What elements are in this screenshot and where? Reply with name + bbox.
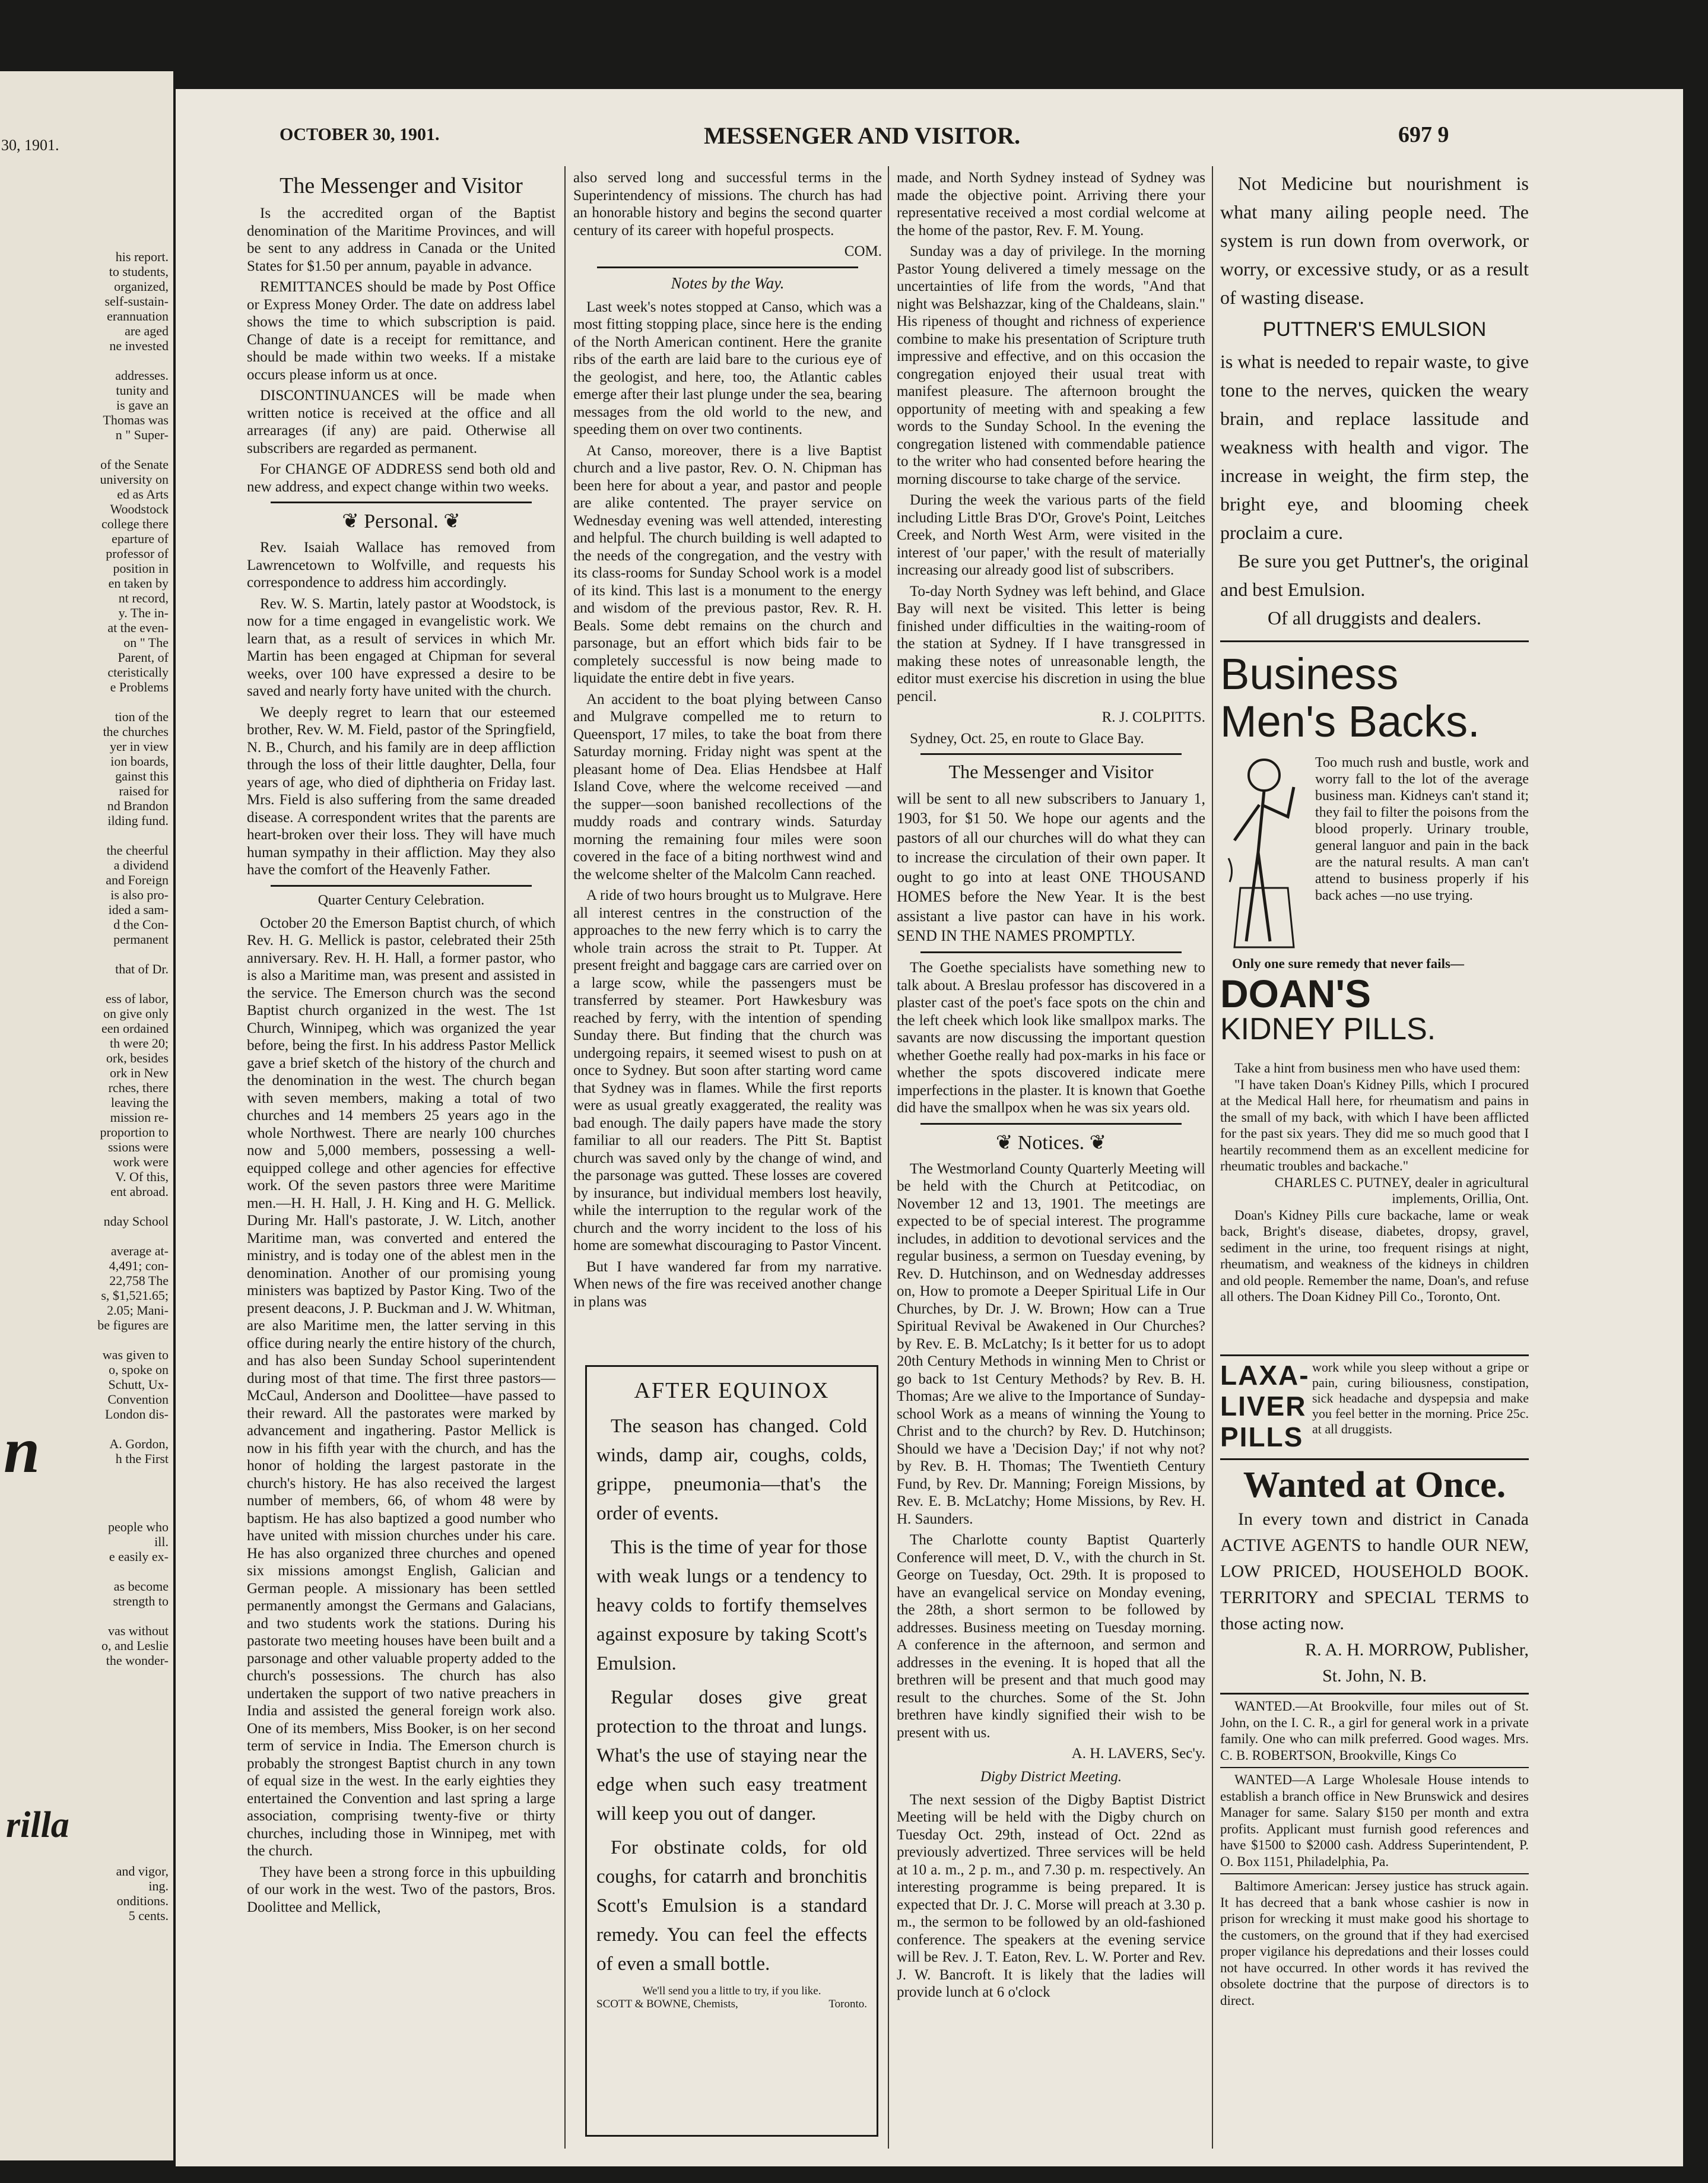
- puttners-ad: [1220, 169, 1529, 632]
- notices-para: The Westmorland County Quarterly Meeting will be held with the Church at Petitcodiac, on November 12 and 13, 1901. The meetings are expected to be of special interest. The programme includes, in addition to devotional services and the regular business, a sermon on Tuesday evening, by Rev. D. Hutchinson, and on Wednesday addresses on, How to promote a Deeper Spiritual Life in Our Churches, by Dr. J. W. Brown; How can a True Spiritual Revival be Awakened in Our Churches? by Rev. E. B. McLatchy; Is it better for us to adopt 20th Century Methods in winning Men to Christ or go back to 1st Century Methods? by Rev. B. H. Thomas; Are we alive to the Importance of Sunday-school Work as a means of winning the Young to Christ and to the church? by Rev. D. Hutchinson; Should we have a 'Decision Day;' if not why not? by Rev. B. H. Thomas; The Twentieth Century Fund, by Rev. Dr. Manning; Foreign Missions, by Rev. E. B. McLatchy; Home Missions, by Rev. H. H. Saunders.: [897, 1160, 1205, 1527]
- strip-text-a: [2, 249, 169, 1466]
- masthead-para: DISCONTINUANCES will be made when written notice is received at the office and all arrearages (if any) are paid. Otherwise all subscribers are regarded as permanent.: [247, 388, 555, 456]
- masthead-title: The Messenger and Visitor: [280, 173, 523, 198]
- strip-line: the churches: [103, 724, 169, 739]
- strip-line: n " Super-: [115, 427, 169, 442]
- strip-line: tion of the: [115, 709, 169, 724]
- section-heading-digby: Digby District Meeting.: [980, 1768, 1122, 1785]
- strip-line: Schutt, Ux-: [108, 1377, 169, 1392]
- strip-line: leaving the: [110, 1095, 169, 1110]
- ad-para: This is the time of year for those with weak lungs or a tendency to heavy colds to fortify themselves against exposure by taking Scott's Emulsion.: [596, 1537, 867, 1674]
- strip-line: Parent, of: [118, 650, 169, 665]
- divider: [1220, 640, 1529, 642]
- strip-line: yer in view: [110, 739, 169, 754]
- strip-line: is also pro-: [110, 887, 169, 902]
- classified-item: Baltimore American: Jersey justice has struck again. It has decreed that a bank whose cashier is now in prison for wrecking it must make good his shortage to the customers, on the ground that if they had exercised proper vigilance his depredations and their losses could not have occurred. In other words it has revived the obsolete doctrine that the purpose of directors is to direct.: [1220, 1879, 1529, 2008]
- strip-line: Woodstock: [110, 502, 169, 516]
- header-title: MESSENGER AND VISITOR.: [704, 122, 1021, 149]
- doans-ad: [1220, 651, 1529, 1351]
- doans-brand-2: KIDNEY PILLS.: [1220, 1012, 1436, 1046]
- header-page-number: 697 9: [1398, 122, 1449, 147]
- strip-line: o, spoke on: [109, 1362, 169, 1377]
- doans-remedy-line: Only one sure remedy that never fails—: [1232, 956, 1464, 971]
- strip-line: [2, 353, 169, 368]
- strip-line: ent abroad.: [110, 1184, 169, 1199]
- strip-line: o, and Leslie: [101, 1638, 169, 1653]
- doans-brand: DOAN'S: [1220, 972, 1372, 1016]
- strip-text-c: [2, 1864, 169, 1923]
- strip-line: the cheerful: [106, 843, 169, 858]
- strip-line: ing.: [148, 1879, 169, 1893]
- strip-line: ill.: [154, 1534, 169, 1549]
- section-heading-notes: Notes by the Way.: [671, 274, 785, 292]
- strip-line: d the Con-: [113, 917, 169, 932]
- strip-line: [2, 1332, 169, 1347]
- article-para: During the week the various parts of the field including Little Bras D'Or, Grove's Point, Leitches Creek, and North West Arm, were visited in the interest of 'our paper,' with the result of materially increasing our already good list of subscribers.: [897, 492, 1205, 578]
- strip-line: en taken by: [108, 576, 169, 591]
- doans-intro: Too much rush and bustle, work and worry fall to the lot of the average business man. Kidneys can't stand it; they fail to filter the poisons from the blood properly. Urinary trouble, general languor and pain in the back are the natural results. A man can't attend to business properly if his back aches —no use trying.: [1315, 755, 1529, 903]
- strip-line: [2, 1229, 169, 1243]
- strip-line: vas without: [107, 1623, 169, 1638]
- strip-line: e Problems: [110, 680, 169, 694]
- strip-line: people who: [107, 1519, 169, 1534]
- strip-line: his report.: [115, 249, 169, 264]
- section-heading-notices: ❦ Notices. ❦: [995, 1131, 1107, 1154]
- divider: [1220, 1354, 1529, 1356]
- ad-para: The season has changed. Cold winds, damp air, coughs, colds, grippe, pneumonia—that's the order of events.: [596, 1416, 867, 1524]
- article-para: To-day North Sydney was left behind, and Glace Bay will next be visited. This letter is being finished under difficulties in the waiting-room of the station at Sydney. If I have transgressed in making these notes of unreasonable length, the editor must exercise his discretion in using the blue pencil.: [897, 583, 1205, 705]
- strip-line: erannuation: [107, 309, 169, 323]
- strip-line: y. The in-: [118, 605, 169, 620]
- strip-line: work were: [113, 1154, 169, 1169]
- strip-line: on give only: [103, 1006, 169, 1021]
- wanted-headline: Wanted at Once.: [1243, 1465, 1506, 1505]
- strip-big-letter: n: [4, 1414, 40, 1486]
- subscribe-para: will be sent to all new subscribers to January 1, 1903, for $1 50. We hope our agents and the pastors of all our churches will do what they can to increase the circulation of their own paper. It ought to go into at least ONE THOUSAND HOMES before the New Year. It is the best assistant a live pastor can have in his work. SEND IN THE NAMES PROMPTLY.: [897, 790, 1205, 944]
- ad-para: Regular doses give great protection to the throat and lungs. What's the use of staying near the edge when such easy treatment will keep you out of danger.: [596, 1687, 867, 1825]
- strip-line: professor of: [106, 546, 169, 561]
- strip-line: nday School: [103, 1214, 169, 1229]
- digby-para: The next session of the Digby Baptist District Meeting will be held with the Digby church on Tuesday Oct. 29th, instead of Oct. 22nd as previously advertized. Three services will be held at 10 a. m., 2 p. m., and 7.30 p. m. respectively. An interesting programme is being prepared. It is expected that Dr. J. C. Morse will preach at 3.30 p. m., the sermon to be followed by an old-fashioned conference. The speakers at the evening service will be Rev. J. T. Eaton, Rev. L. W. Porter and Rev. J. W. Bancroft. It is likely that the ladies will provide lunch at 6 o'clock: [897, 1791, 1205, 2000]
- notices-signature: A. H. LAVERS, Sec'y.: [1071, 1746, 1205, 1762]
- strip-line: [2, 1608, 169, 1623]
- notes-para: A ride of two hours brought us to Mulgrave. Here all interest centres in the construction of the approaches to the new ferry which is to carry the whole train across the strait to Pt. Tupper. At present freight and baggage cars are carried over on a large scow, while the passengers must be transferred by steamer. Port Hawkesbury was reached by ferry, with the intention of spending Sunday there. But finding that the church was undergoing repairs, it seemed wisest to push on at once to Sydney. But soon after starting word came that Sydney was in flames. While the first reports were as usual greatly exaggerated, the reality was bad enough. The daily papers have made the story familiar to all our readers. The Pitt St. Baptist church was saved only by the change of wind, and the parsonage was gutted. These losses are covered by insurance, but individual members lost heavily, while the interruption to the regular work of the church and the worry incident to the loss of his home are somewhat discouraging to Pastor Vincent.: [573, 887, 882, 1254]
- strip-line: e easily ex-: [109, 1549, 169, 1564]
- strip-line: [2, 828, 169, 843]
- strip-line: be figures are: [97, 1318, 169, 1332]
- strip-line: gainst this: [115, 769, 169, 783]
- masthead-para: REMITTANCES should be made by Post Office or Express Money Order. The date on address label shows the time to which subscription is paid. Change of date is a receipt for remittance, and should be made within two weeks. If a mistake occurs please inform us at once.: [247, 279, 555, 383]
- puttners-name: PUTTNER'S EMULSION: [1262, 318, 1487, 341]
- strip-line: ork in New: [110, 1065, 169, 1080]
- strip-line: nt record,: [118, 591, 169, 605]
- strip-line: mission re-: [110, 1110, 169, 1125]
- strip-line: raised for: [119, 783, 169, 798]
- strip-line: ne invested: [109, 338, 169, 353]
- strip-line: ssions were: [107, 1140, 169, 1154]
- strip-line: strength to: [113, 1594, 169, 1608]
- strip-line: [2, 947, 169, 962]
- strip-line: ion boards,: [110, 754, 169, 769]
- notes-para: But I have wandered far from my narrative. When news of the fire was received another change in plans was: [573, 1258, 882, 1310]
- strip-line: cteristically: [107, 665, 169, 680]
- notes-para: An accident to the boat plying between Canso and Mulgrave compelled me to return to Queensport, 17 miles, to take the boat from there Saturday morning. Friday night was spent at the pleasant home of Dea. Elias Hendsbee at Half Island Cove, where the welcome received —and the supper—soon banished recollections of the muddy roads and contrary winds. Saturday morning the remaining four miles were soon covered in the face of a biting northwest wind and the welcome shelter of the Malcolm Cann reached.: [573, 691, 882, 883]
- column-3: [897, 169, 1205, 2146]
- strip-line: proportion to: [100, 1125, 169, 1140]
- strip-line: [2, 694, 169, 709]
- puttners-druggists: Of all druggists and dealers.: [1268, 607, 1481, 629]
- strip-line: [2, 1199, 169, 1214]
- strip-line: [2, 976, 169, 991]
- notes-para: Last week's notes stopped at Canso, which was a most fitting stopping place, since here is the ending of the North American continent. Here the granite ribs of the earth are laid bare to the curious eye of the geologist, and here, too, the Atlantic cables emerge after their last plunge under the sea, bearing messages from the old world to the new, and speeding them on over two continents.: [573, 299, 882, 437]
- article-signature: COM.: [844, 243, 882, 259]
- personal-para: We deeply regret to learn that our esteemed brother, Rev. W. M. Field, pastor of the Springfield, N. B., Church, and his family are in deep affliction through the loss of their little daughter, Della, four years of age, who died of diphtheria on Friday last. Mrs. Field is also suffering from the same dreaded disease. A correspondent writes that the parents are heart-broken over their loss. They will have much human sympathy in their affliction. May they also have the comfort of the Heavenly Father.: [247, 704, 555, 878]
- strip-line: and vigor,: [116, 1864, 169, 1879]
- strip-line: addresses.: [115, 368, 169, 383]
- column-rule: [888, 166, 889, 2149]
- divider: [1220, 1873, 1529, 1874]
- divider: [1220, 1693, 1529, 1695]
- puttners-body: is what is needed to repair waste, to give tone to the nerves, quicken the weary brain, and replace lassitude and weakness with health and vigor. The increase in weight, the firm step, the bright eye, and blooming cheek proclaim a cure.: [1220, 351, 1529, 543]
- strip-line: h the First: [115, 1451, 169, 1466]
- classified-item: WANTED.—At Brookville, four miles out of St. John, on the I. C. R., a girl for general work in a private family. One who can milk preferred. Good wages. Mrs. C. B. ROBERTSON, Brookville, Kings Co: [1220, 1699, 1529, 1763]
- column-rule: [1212, 166, 1213, 2149]
- strip-line: [2, 1564, 169, 1579]
- strip-line: ess of labor,: [105, 991, 169, 1006]
- ad-title: AFTER EQUINOX: [634, 1378, 830, 1403]
- divider: [271, 885, 532, 887]
- classified-item: WANTED—A Large Wholesale House intends to establish a branch office in New Brunswick and desires Manager for same. Salary $150 per month and extra profits. Applicant must furnish good references and have $1500 to $2000 cash. Address Superintendent, P. O. Box 1151, Philadelphia, Pa.: [1220, 1772, 1529, 1869]
- strip-line: [2, 442, 169, 457]
- article-para: also served long and successful terms in the Superintendency of missions. The church has had an honorable history and begins the second quarter century of its career with hopeful prospects.: [573, 170, 882, 239]
- strip-line: college there: [101, 516, 169, 531]
- column-1: [247, 169, 555, 2146]
- wanted-body: In every town and district in Canada ACTIVE AGENTS to handle OUR NEW, LOW PRICED, HOUSEHOLD BOOK. TERRITORY and SPECIAL TERMS to those acting now.: [1220, 1509, 1529, 1633]
- divider: [597, 266, 858, 268]
- column-2: [573, 169, 882, 1356]
- strip-line: position in: [113, 561, 169, 576]
- ad-para: For obstinate colds, for old coughs, for catarrh and bronchitis Scott's Emulsion is a standard remedy. You can feel the effects of even a small bottle.: [596, 1837, 867, 1975]
- column-4: [1220, 169, 1529, 2146]
- strip-line: organized,: [114, 279, 169, 294]
- section-heading-personal: ❦ Personal. ❦: [342, 510, 461, 532]
- wanted-ad: [1220, 1464, 1529, 1689]
- strip-line: ided a sam-: [108, 902, 169, 917]
- strip-line: tunity and: [116, 383, 169, 398]
- strip-line: Thomas was: [103, 413, 169, 427]
- strip-line: s, $1,521.65;: [101, 1288, 169, 1303]
- strip-line: was given to: [102, 1347, 169, 1362]
- strip-line: average at-: [110, 1243, 169, 1258]
- strip-line: ork, besides: [106, 1051, 169, 1065]
- strip-line: as become: [113, 1579, 169, 1594]
- strip-line: to students,: [109, 264, 169, 279]
- laxa-liver-ad: [1220, 1360, 1529, 1455]
- strip-line: at the even-: [107, 620, 169, 635]
- header-date: OCTOBER 30, 1901.: [280, 125, 440, 144]
- strip-line: 2.05; Mani-: [107, 1303, 169, 1318]
- strip-line: nd Brandon: [107, 798, 169, 813]
- scotts-emulsion-ad: [585, 1365, 878, 2137]
- doans-headline-1: Business: [1220, 649, 1399, 699]
- section-heading-celebration: Quarter Century Celebration.: [318, 892, 485, 908]
- strip-line: London dis-: [105, 1407, 169, 1422]
- strip-rilla: rilla: [6, 1805, 69, 1845]
- divider: [271, 502, 532, 503]
- puttners-lead: Not Medicine but nourishment is what many ailing people need. The system is run down from overwork, or worry, or excessive study, or as a result of wasting disease.: [1220, 173, 1529, 308]
- masthead-para: Is the accredited organ of the Baptist denomination of the Maritime Provinces, and will be sent to any address in Canada or the United States for $1.50 per annum, payable in advance.: [247, 205, 555, 274]
- strip-line: eparture of: [112, 531, 169, 546]
- divider: [1220, 1458, 1529, 1460]
- strip-line: onditions.: [116, 1893, 169, 1908]
- divider: [1220, 1767, 1529, 1768]
- strip-line: ilding fund.: [107, 813, 169, 828]
- notices-para: The Charlotte county Baptist Quarterly Conference will meet, D. V., with the church in St. George on Tuesday, Oct. 29th. It is proposed to have an evangelical service on Monday evening, the 28th, a short sermon to be followed by addresses. Business meeting on Tuesday morning. A conference in the afternoon, and sermon and addresses in the evening. It is hoped that all the brethren will be present and that much good may result to the churches. Some of the St. John brethren have kindly signified their wish to be present with us.: [897, 1532, 1205, 1741]
- ad-footer: SCOTT & BOWNE, Chemists, Toronto.: [596, 1998, 867, 2010]
- divider: [920, 753, 1182, 755]
- article-para: made, and North Sydney instead of Sydney was made the objective point. Arriving there your representative received a most cordial welcome at the home of the pastor, Rev. F. M. Young.: [897, 170, 1205, 239]
- strip-line: 5 cents.: [128, 1908, 169, 1923]
- article-dateline: Sydney, Oct. 25, en route to Glace Bay.: [910, 730, 1144, 747]
- personal-para: Rev. Isaiah Wallace has removed from Lawrencetown to Wolfville, and requests his correspondence to address him accordingly.: [247, 540, 555, 591]
- classified-ads: [1220, 1698, 1529, 2009]
- article-signature: R. J. COLPITTS.: [1101, 709, 1205, 725]
- notes-para: At Canso, moreover, there is a live Baptist church and a live pastor, Rev. O. N. Chipman has been here for about a year, and pastor and people are alike contented. The prayer service on Wednesday evening was well attended, interesting and helpful. The church building is well adapted to the needs of the congregation, and the vestry with its class-rooms for Sunday School work is a model of its kind. This last is a monument to the energy and wisdom of the previous pastor, Rev. R. H. Beals. Some debt remains on the church and parsonage, but an effort which bids fair to be completely successful is now being made to liquidate the entire debt in five years.: [573, 442, 882, 686]
- section-heading-subscribe: The Messenger and Visitor: [948, 761, 1154, 782]
- laxa-logo: LAXA- LIVER PILLS: [1220, 1360, 1310, 1452]
- article-para: Sunday was a day of privilege. In the morning Pastor Young delivered a timely message on the uncertainties of life from the words, "And that night was Belshazzar, king of the Chaldeans, slain." His ripeness of thought and richness of experience combine to make his presentation of Scripture truth impressive and effective, and on this occasion the congregation enjoyed their usual treat with manifest pleasure. The afternoon brought the opportunity of meeting with and speaking a few words to the Sunday School. In the evening the congregation listened with commendable patience to the writer who had consented before hearing the morning discourse to take charge of the service.: [897, 243, 1205, 487]
- strip-line: are aged: [125, 323, 169, 338]
- strip-line: 4,491; con-: [109, 1258, 169, 1273]
- businessman-illustration: [1223, 751, 1312, 953]
- divider: [920, 951, 1182, 953]
- strip-line: the wonder-: [106, 1653, 169, 1668]
- previous-page-strip: [0, 71, 173, 2160]
- column-rule: [564, 166, 566, 2149]
- strip-line: of the Senate: [100, 457, 169, 472]
- doans-body: Take a hint from business men who have used them: "I have taken Doan's Kidney Pills, which I procured at the Medical Hall here, for rheumatism and pains in the small of my back, with which I have been afflicted for the past six years. They did me so much good that I heartily recommend them as an excellent medicine for rheumatic troubles and backache." CHARLES C. PUTNEY, dealer in agricultural implements, Orillia, Ont. Doan's Kidney Pills cure backache, lame or weak back, Bright's disease, diabetes, dropsy, gravel, sediment in the urine, too frequent risings at night, rheumatism, and weakness of the kidneys in children and old people. Remember the name, Doan's, and refuse all others. The Doan Kidney Pill Co., Toronto, Ont.: [1220, 1061, 1529, 1304]
- goethe-para: The Goethe specialists have something new to talk about. A Breslau professor has discovered in a plaster cast of the poet's face spots on the chin and the left cheek which look like smallpox marks. The savants are now discussing the important question whether Goethe really had pox-marks in his face or whether the spots discovered indicate mere imperfections in the plaster. It is known that Goethe did have the smallpox when he was six years old.: [897, 960, 1205, 1116]
- masthead-para: For CHANGE OF ADDRESS send both old and new address, and expect change within two weeks.: [247, 461, 555, 495]
- strip-line: and Foreign: [106, 872, 169, 887]
- personal-para: Rev. W. S. Martin, lately pastor at Woodstock, is now for a time engaged in evangelistic work. We learn that, as a result of services in which Mr. Martin has been engaged at Chipman for several weeks, over 100 have expressed a desire to be saved and nearly forty have united with the church.: [247, 595, 555, 699]
- celebration-para: October 20 the Emerson Baptist church, of which Rev. H. G. Mellick is pastor, celebrated their 25th anniversary. Rev. H. H. Hall, a former pastor, who is also a Maritime man, was present and assisted in the service. The Emerson church was the second Baptist church organized in the west. The 1st Church, Winnipeg, which was organized the year before, being the first. In his address Pastor Mellick gave a brief sketch of the history of the church and the denomination in the west. The church began with seven members, making a total of two churches and 14 members 25 years ago in the whole Northwest. There are nearly 100 churches now and 5,000 members, possessing a well-equipped college and other agencies for effective work. Of the seven pastors three were Maritime men.—H. H. Hall, J. H. King and H. G. Mellick. During Mr. Hall's pastorate, J. W. Litch, another Maritime man, was converted and entered the ministry, and is today one of the ablest men in the denomination. Another of our promising young ministers was baptized by Pastor King. Two of the present deacons, J. P. Buckman and J. W. Whitman, are also Maritime men, the latter serving in this office during nearly the entire history of the church, and has also been Sunday School superintendent during most of that time. The first three pastors—McCaul, Anderson and Doolittee—have passed to their reward. All the pastorates were marked by advancement and ingathering. Pastor Mellick is now in his fifth year with the church, and has the honor of holding the largest pastorate in the church's history. He has also received the largest number of members, 66, of whom 48 were by baptism. He has also baptized a good number who have united with mission churches under his care. He has also organized three churches and opened six missions amongst English, Galician and German people. A missionary has been settled permanently amongst the Germans and Galacians, and two students work the stations. During his pastorate two meeting houses have been built and a parsonage and other valuable property added to the church's possessions. The church has also undertaken the support of two native preachers in India and assisted the general foreign work also. One of its members, Miss Booker, is on her second term of service in India. The Emerson church is probably the strongest Baptist church in any town of equal size in the west. In the early eighties they entertained the Convention and last spring a large association, comprising twenty-five or thirty churches, including those in Winnipeg, met with the church.: [247, 915, 555, 1859]
- laxa-text: work while you sleep without a gripe or pain, curing biliousness, constipation, sick headache and dyspepsia and make you feel better in the morning. Price 25c. at all druggists.: [1312, 1360, 1529, 1436]
- puttners-besure: Be sure you get Puttner's, the original and best Emulsion.: [1220, 550, 1529, 600]
- strip-line: een ordained: [101, 1021, 169, 1036]
- strip-line: V. Of this,: [115, 1169, 169, 1184]
- strip-line: that of Dr.: [115, 962, 169, 976]
- strip-line: a dividend: [113, 858, 169, 872]
- ad-footer-line: We'll send you a little to try, if you like.: [642, 1985, 821, 1997]
- strip-line: permanent: [113, 932, 169, 947]
- wanted-publisher: R. A. H. MORROW, Publisher,: [1305, 1640, 1529, 1660]
- strip-line: self-sustain-: [104, 294, 169, 309]
- strip-text-b: [2, 1519, 169, 1668]
- strip-line: Convention: [107, 1392, 169, 1407]
- celebration-para: They have been a strong force in this upbuilding of our work in the west. Two of the pastors, Bros. Doolittee and Mellick,: [247, 1864, 555, 1915]
- strip-line: ed as Arts: [117, 487, 169, 502]
- strip-line: university on: [100, 472, 169, 487]
- strip-line: th were 20;: [110, 1036, 169, 1051]
- strip-date: 30, 1901.: [1, 137, 59, 154]
- strip-line: is gave an: [116, 398, 169, 413]
- strip-line: 22,758 The: [109, 1273, 169, 1288]
- wanted-city: St. John, N. B.: [1322, 1666, 1427, 1686]
- strip-line: on " The: [123, 635, 169, 650]
- doans-headline-2: Men's Backs.: [1220, 697, 1480, 746]
- divider: [920, 1123, 1182, 1125]
- strip-line: A. Gordon,: [109, 1436, 169, 1451]
- newspaper-page: [176, 89, 1683, 2166]
- strip-line: rches, there: [108, 1080, 169, 1095]
